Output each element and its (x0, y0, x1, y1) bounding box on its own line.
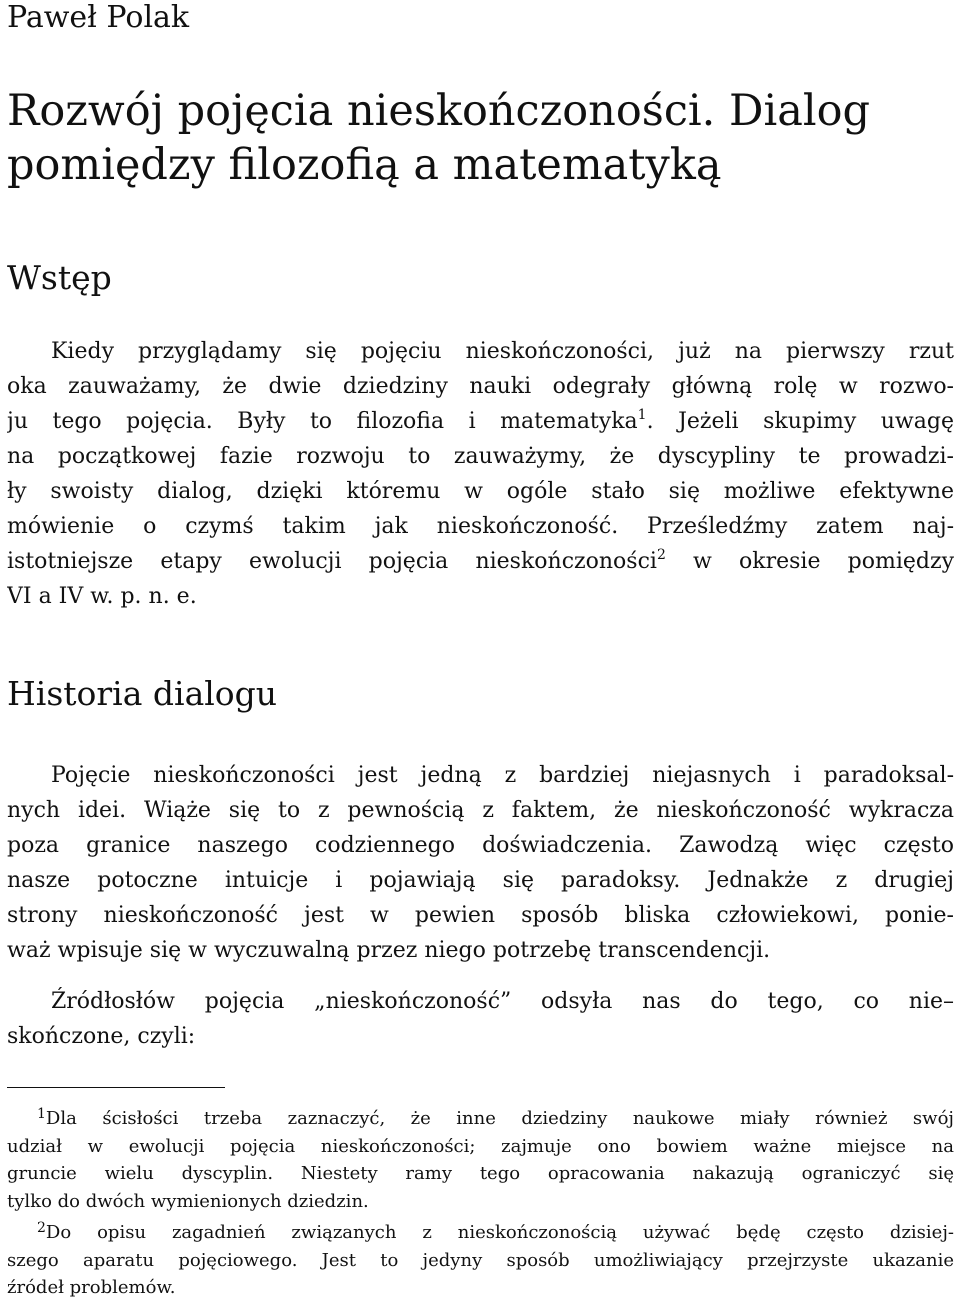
text-line: poza granice naszego codziennego doświadczenia. Zawodzą więc często (7, 833, 954, 858)
footnote-line: szego aparatu pojęciowego. Jest to jedyny sposób umożliwiający przejrzyste ukazanie (7, 1249, 954, 1271)
footnote-line: źródeł problemów. (7, 1277, 176, 1298)
text-fragment: Do opisu zagadnień związanych z nieskończonością używać będę często dzisiej- (45, 1222, 954, 1243)
text-fragment: w okresie pomiędzy (665, 549, 954, 574)
footnote-line: udział w ewolucji pojęcia nieskończoności; zajmuje ono bowiem ważne miejsce na (7, 1135, 954, 1157)
footnote-2 (7, 1219, 954, 1302)
footnote-line (7, 1219, 954, 1247)
author-name: Paweł Polak (7, 0, 190, 35)
text-line: ły swoisty dialog, dzięki któremu w ogóle stało się możliwe efektywne (7, 479, 954, 504)
text-line (7, 404, 954, 439)
text-line: strony nieskończoność jest w pewien sposób bliska człowiekowi, ponie- (7, 903, 954, 928)
footnote-line: tylko do dwóch wymienionych dziedzin. (7, 1190, 369, 1212)
text-line: nasze potoczne intuicje i pojawiają się paradoksy. Jednakże z drugiej (7, 868, 954, 893)
paper-title (7, 84, 954, 192)
footnote-mark: 2 (37, 1220, 46, 1236)
footnote-1 (7, 1105, 954, 1215)
title-line-2: pomiędzy filozofią a matematyką (7, 140, 722, 190)
footnote-mark: 1 (37, 1106, 46, 1122)
text-line (7, 544, 954, 579)
text-line: waż wpisuje się w wyczuwalną przez niego potrzebę transcendencji. (7, 938, 771, 963)
section-heading-historia: Historia dialogu (7, 674, 278, 713)
text-line: na początkowej fazie rozwoju to zauważymy, że dyscypliny te prowadzi- (7, 444, 954, 469)
text-fragment: Dla ścisłości trzeba zaznaczyć, że inne dziedziny naukowe miały również swój (45, 1108, 954, 1129)
footnote-ref-1[interactable]: 1 (637, 407, 647, 423)
text-line: Kiedy przyglądamy się pojęciu nieskończoności, już na pierwszy rzut (51, 339, 954, 364)
text-line: VI a IV w. p. n. e. (7, 584, 197, 609)
section-heading-wstep: Wstęp (7, 258, 112, 297)
text-line: oka zauważamy, że dwie dziedziny nauki odegrały główną rolę w rozwo- (7, 374, 954, 399)
text-fragment: . Jeżeli skupimy uwagę (646, 409, 954, 434)
text-fragment: istotniejsze etapy ewolucji pojęcia nieskończoności (7, 549, 657, 574)
text-line: Pojęcie nieskończoności jest jedną z bardziej niejasnych i paradoksal- (51, 763, 954, 788)
paragraph-zrodloslow (7, 984, 954, 1054)
paragraph-intro (7, 334, 954, 614)
footnote-divider (7, 1087, 225, 1088)
text-fragment: ju tego pojęcia. Były to filozofia i matematyka (7, 409, 638, 434)
text-line: skończone, czyli: (7, 1024, 196, 1049)
footnote-line: gruncie wielu dyscyplin. Niestety ramy tego opracowania nakazują ograniczyć się (7, 1163, 954, 1184)
paragraph-historia (7, 758, 954, 968)
footnote-ref-2[interactable]: 2 (656, 547, 666, 563)
text-line: Źródłosłów pojęcia „nieskończoność” odsyła nas do tego, co nie– (51, 989, 954, 1014)
title-line-1: Rozwój pojęcia nieskończoności. Dialog (7, 86, 871, 136)
footnote-line (7, 1105, 954, 1133)
text-line: mówienie o czymś takim jak nieskończoność. Prześledźmy zatem naj- (7, 514, 954, 539)
text-line: nych idei. Wiąże się to z pewnością z faktem, że nieskończoność wykracza (7, 798, 954, 823)
